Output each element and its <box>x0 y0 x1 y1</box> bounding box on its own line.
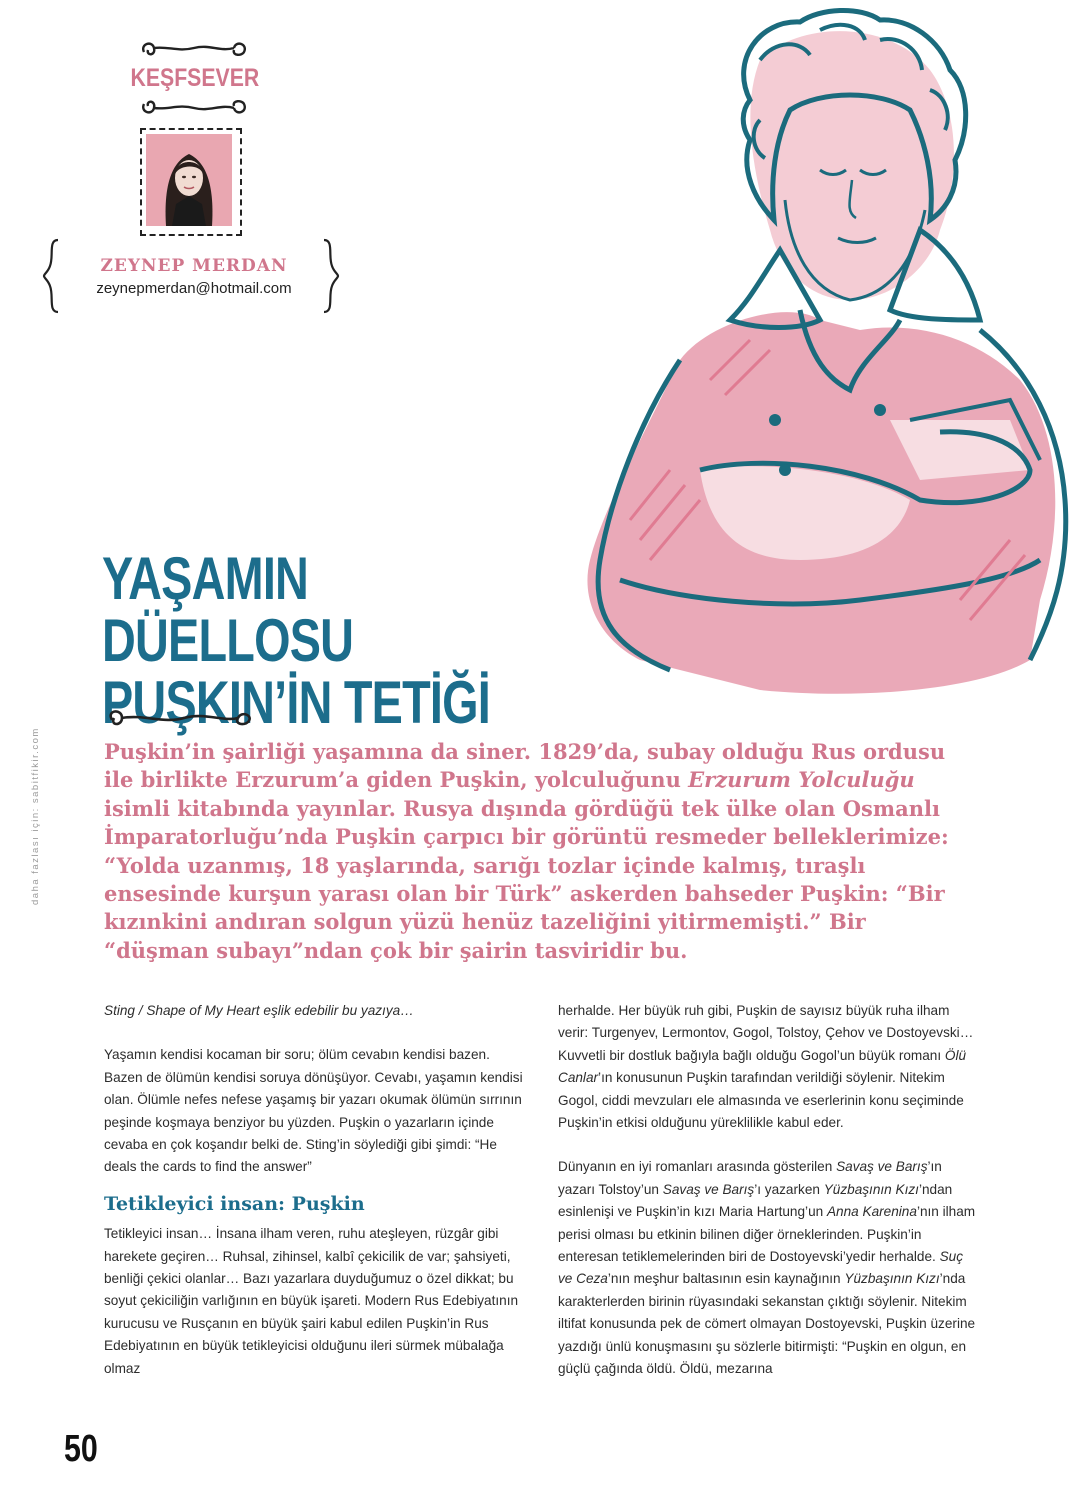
lead-paragraph <box>104 738 964 965</box>
text-run: ’ın yazarı Tolstoy’un <box>558 1159 942 1197</box>
ornament-swirl-bottom <box>138 96 250 118</box>
text-run: ’nda karakterlerden birinin rüyasındaki sekanstan çıktığı söylenir. Nitekim iltifat konusunda pek de cömert olmayan Dostoyevski, Puşkin üzerine yazdığı ünlü konuşmasını şu sözlerle bitirmişti: “Puşkin en olgun, en güçlü çağında öldü. Öldü, mezarına <box>558 1271 976 1377</box>
text-run: ’nın meşhur baltasının esin kaynağının <box>607 1271 845 1287</box>
lead-text-2: isimli kitabında yayınlar. Rusya dışında gördüğü tek ülke olan Osmanlı İmparatorluğu’nda Puşkin çarpıcı bir görüntü resmeder belleklerimize: “Yolda uzanmış, 18 yaşlarında, sarığı tozlar içinde kalmış, tıraşlı ensesinde kurşun yarası olan bir Türk” askerden bahseder Puşkin: “Bir kızınkini andıran solgun yüzü henüz tazeliğini yitirmemişti.” Bir “düşman subayı”ndan çok bir şairin tasviridir bu. <box>104 795 949 963</box>
book-title: Yüzbaşının Kızı <box>844 1271 940 1287</box>
book-title: Suç ve Ceza <box>558 1249 964 1287</box>
music-note-intro: Sting / Shape of My Heart eşlik edebilir bu yazıya… <box>104 1003 414 1018</box>
side-url-text: daha fazlası için: sabitfikir.com <box>30 727 41 905</box>
author-photo <box>146 134 232 226</box>
book-title: Ölü Canlar <box>558 1047 967 1086</box>
author-email[interactable]: zeynepmerdan@hotmail.com <box>96 280 292 297</box>
paragraph <box>558 1000 978 1134</box>
body-column-left <box>104 1000 524 1380</box>
book-title: Yüzbaşının Kızı <box>823 1181 919 1197</box>
author-name: ZEYNEP MERDAN <box>100 256 288 276</box>
brace-left <box>42 236 64 316</box>
section-label: KEŞFSEVER <box>130 64 260 92</box>
text-run: herhalde. Her büyük ruh gibi, Puşkin de sayısız büyük ruha ilham verir: Turgenyev, Lermontov, Gogol, Tolstoy, Çehov ve Dostoyevski… Kuvvetli bir dostluk bağıyla bağlı olduğu Gogol’un büyük romanı <box>558 1003 974 1063</box>
book-title: Anna Karenina <box>826 1204 917 1220</box>
text-run: ’ın konusunun Puşkin tarafından verildiği söylenir. Nitekim Gogol, ciddi mevzuları ele almasında ve eserlerinin konu seçiminde Puşkin’in etkisi olduğunu yüreklilikle kabul eder. <box>558 1070 964 1131</box>
book-title: Savaş ve Barış <box>662 1181 755 1197</box>
text-run: ’ı yazarken <box>754 1181 824 1197</box>
lead-text-1: Puşkin’in şairliği yaşamına da siner. 1829’da, subay olduğu Rus ordusu ile birlikte Erzurum’a giden Puşkin, yolculuğunu <box>104 739 946 793</box>
text-run: Dünyanın en iyi romanları arasında gösterilen <box>558 1159 837 1175</box>
title-line-1: YAŞAMIN DÜELLOSU <box>102 545 354 674</box>
title-line-2: PUŞKIN’İN TETİĞİ <box>102 669 490 736</box>
book-title: Savaş ve Barış <box>836 1159 928 1175</box>
subheading: Tetikleyici insan: Puşkin <box>104 1192 365 1215</box>
page-number: 50 <box>64 1428 98 1470</box>
paragraph <box>558 1156 978 1380</box>
pushkin-portrait-illustration <box>560 0 1077 740</box>
brace-right <box>318 236 340 316</box>
ornament-swirl-top <box>138 38 250 60</box>
paragraph: Tetikleyici insan… İnsana ilham veren, ruhu ateşleyen, rüzgâr gibi harekete geçiren… Ruhsal, zihinsel, kalbî çekicilik de var; şahsiyeti, benliği çekici olanlar… Bazı yazarlara duyduğumuz o özel dikkat; bu soyut çekiciliğin varlığının en büyük işareti. Modern Rus Edebiyatının kurucusu ve Rusçanın en büyük şairi kabul edilen Puşkin’in Rus Edebiyatının en büyük tetikleyicisi olduğunu ileri sürmek mübalağa olmaz <box>104 1226 519 1376</box>
lead-book-title: Erzurum Yolculuğu <box>688 767 915 793</box>
paragraph: Yaşamın kendisi kocaman bir soru; ölüm cevabın kendisi bazen. Bazen de ölümün kendisi soruya dönüşüyor. Cevabı, yaşamın kendisi olan. Ölümle nefes nefese yaşamış bir yazarı okumak ölümün sırrının peşinde koşmaya benziyor bu yüzden. Puşkin o yazarların içinde cevaba en çok koşandır belki de. Sting’in söylediği gibi şimdi: “He deals the cards to find the answer” <box>104 1047 523 1175</box>
text-run: ’nın ilham perisi olması bu etkinin bilinen diğer örneklerinden. Puşkin’in enteresan tetiklemelerinden biri de Dostoyevski’yedir herhalde. <box>558 1204 976 1265</box>
title-ornament-swirl <box>104 706 254 730</box>
body-column-right <box>558 1000 978 1381</box>
text-run: ’ndan esinlenişi ve Puşkin’in kızı Maria Hartung’un <box>558 1181 953 1220</box>
